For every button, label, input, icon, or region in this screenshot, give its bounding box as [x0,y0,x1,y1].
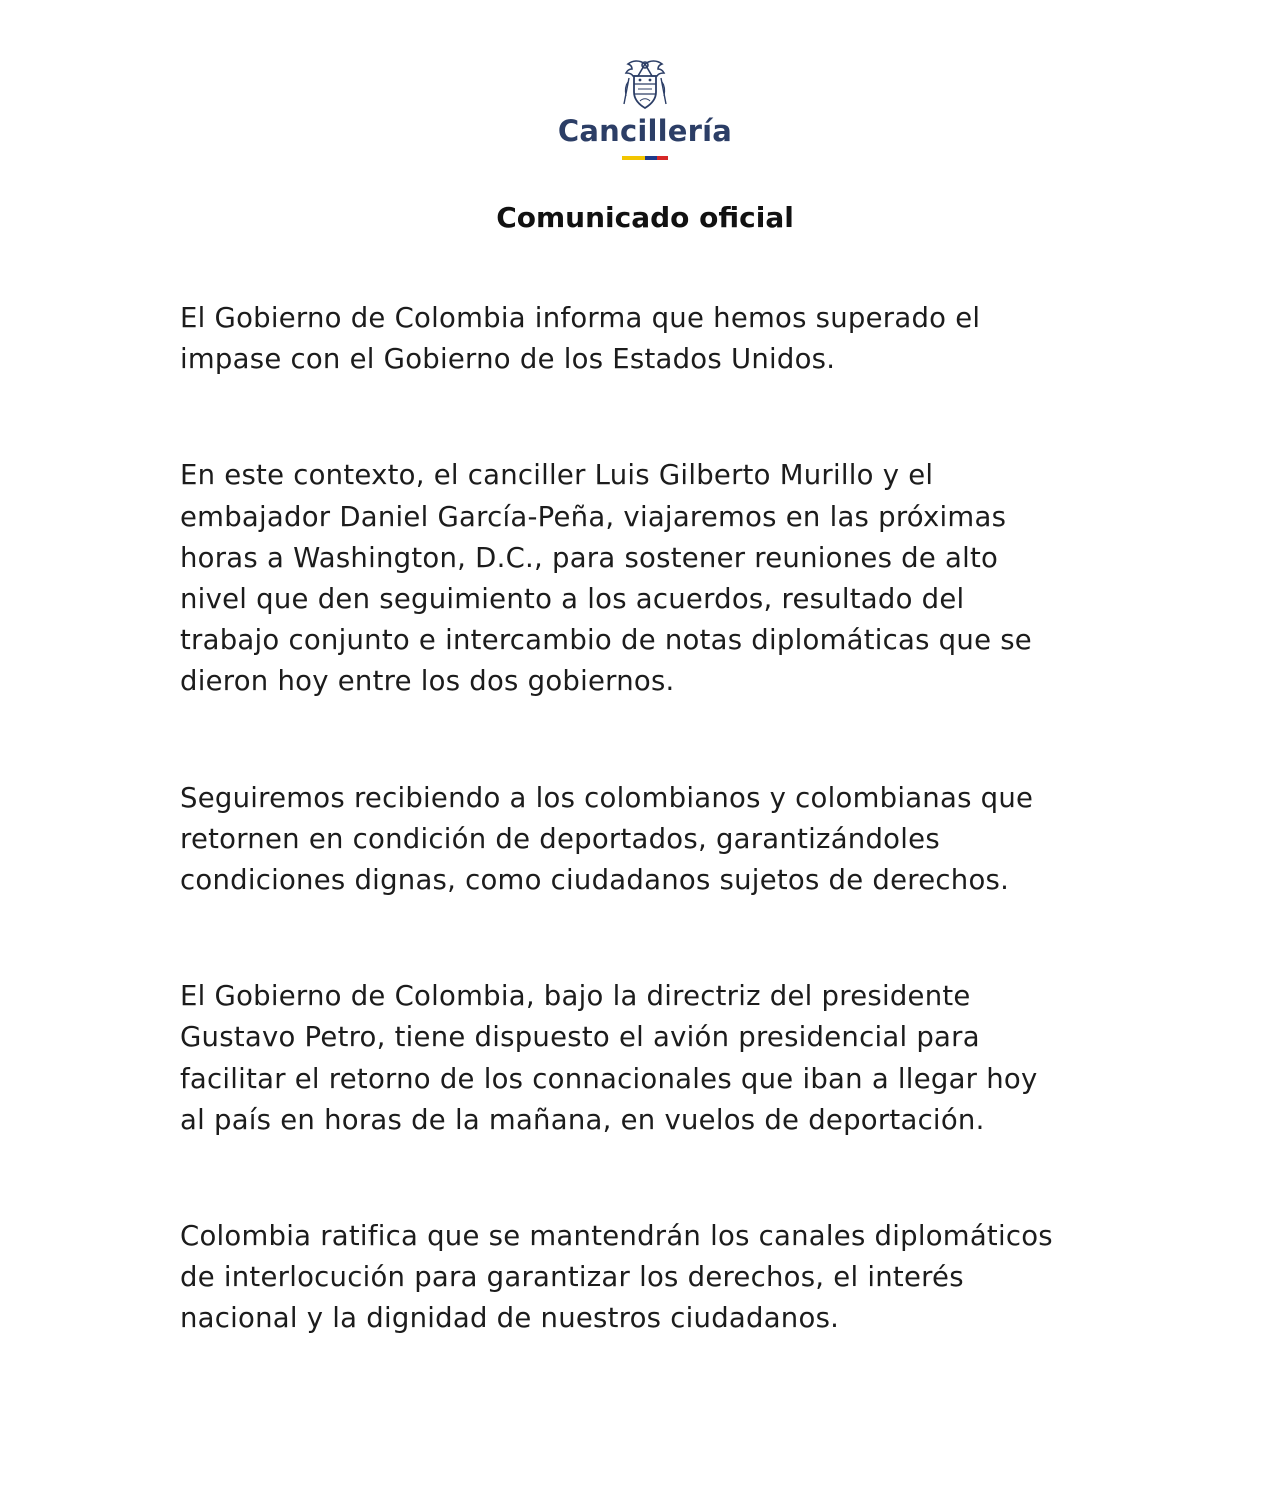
paragraph [180,298,1120,380]
paragraph-line: impase con el Gobierno de los Estados Unidos. [180,343,836,376]
brand-name: Cancillería [557,114,733,148]
paragraph-line: facilitar el retorno de los connacionales que iban a llegar hoy [180,1062,1038,1095]
coat-of-arms-icon [620,58,670,112]
paragraph-line: condiciones dignas, como ciudadanos sujetos de derechos. [180,864,1010,897]
paragraph-line: dieron hoy entre los dos gobiernos. [180,665,675,698]
paragraph [180,976,1120,1141]
paragraph-line: horas a Washington, D.C., para sostener reuniones de alto [180,541,999,574]
paragraph-line: de interlocución para garantizar los derechos, el interés [180,1261,964,1294]
paragraph-line: Gustavo Petro, tiene dispuesto el avión presidencial para [180,1021,980,1054]
paragraph-line: El Gobierno de Colombia informa que hemos superado el [180,302,981,334]
paragraph-line: retornen en condición de deportados, garantizándoles [180,822,940,855]
paragraph-line: Seguiremos recibiendo a los colombianos y colombianas que [180,781,1034,814]
document-title: Comunicado oficial [496,201,794,234]
document-body [180,298,1120,1340]
flag-blue-stripe [645,156,657,160]
flag-bar [622,156,668,160]
paragraph-line: El Gobierno de Colombia, bajo la directriz del presidente [180,980,971,1013]
paragraph-line: embajador Daniel García-Peña, viajaremos en las próximas [180,500,1007,533]
paragraph-line: Colombia ratifica que se mantendrán los canales diplomáticos [180,1220,1053,1253]
paragraph-line: nivel que den seguimiento a los acuerdos, resultado del [180,583,965,616]
paragraph-line: al país en horas de la mañana, en vuelos de deportación. [180,1103,985,1136]
paragraph-line: En este contexto, el canciller Luis Gilberto Murillo y el [180,459,934,492]
paragraph-line: trabajo conjunto e intercambio de notas diplomáticas que se [180,624,1032,657]
flag-yellow-stripe [622,156,645,160]
paragraph-line: nacional y la dignidad de nuestros ciudadanos. [180,1302,840,1335]
flag-red-stripe [657,156,668,160]
letterhead [0,58,1267,160]
paragraph [180,1216,1120,1340]
paragraph [180,455,1120,702]
paragraph [180,778,1120,902]
